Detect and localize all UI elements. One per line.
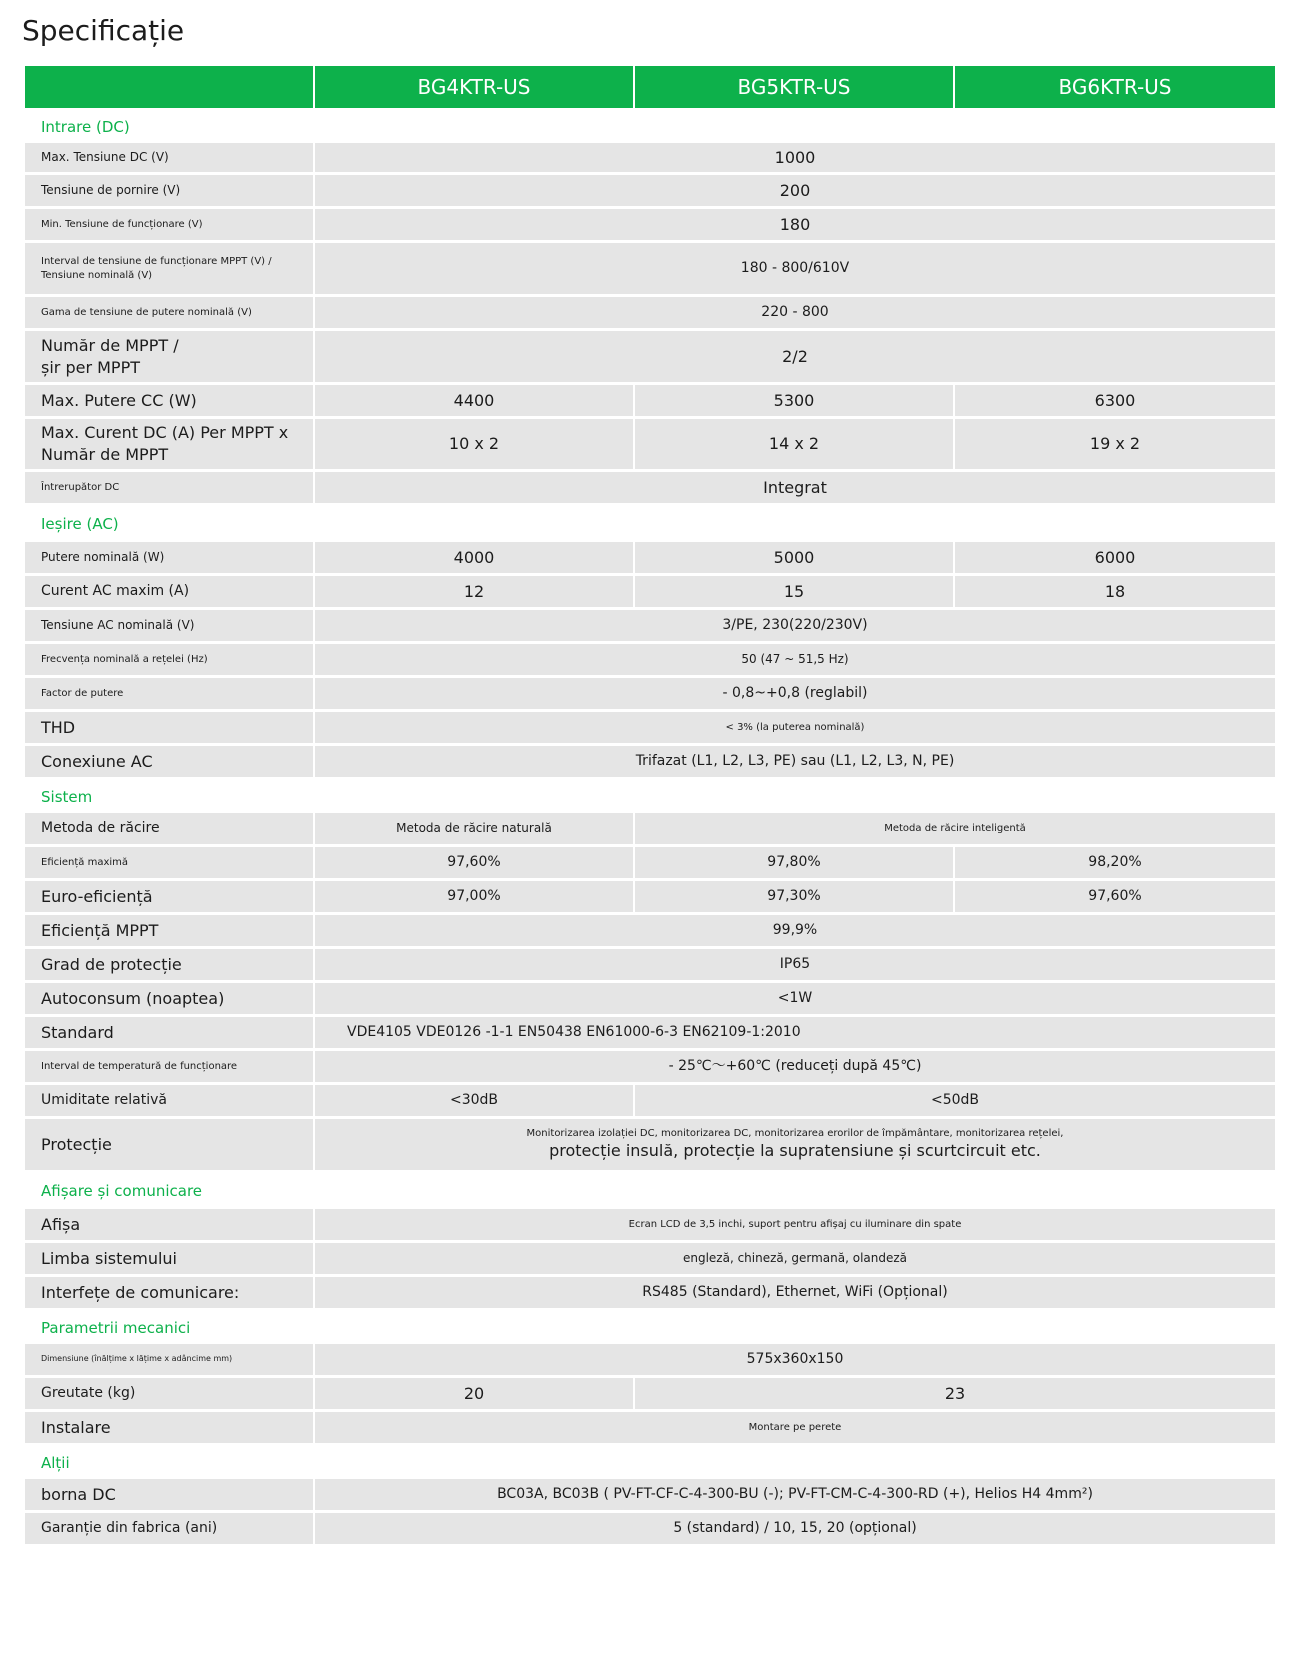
table-row bbox=[25, 1378, 1275, 1409]
row-label: Dimensiune (înălțime x lățime x adâncime mm) bbox=[25, 1344, 313, 1375]
header-model-bg4ktr: BG4KTR-US bbox=[315, 66, 633, 108]
row-value: Ecran LCD de 3,5 inchi, suport pentru afișaj cu iluminare din spate bbox=[315, 1209, 1275, 1240]
row-label-line: Max. Curent DC (A) Per MPPT x bbox=[41, 423, 289, 443]
row-label: Întrerupător DC bbox=[25, 472, 313, 503]
row-label-line: șir per MPPT bbox=[41, 357, 140, 377]
header-model-bg5ktr: BG5KTR-US bbox=[635, 66, 953, 108]
table-row bbox=[25, 1479, 1275, 1510]
table-row bbox=[25, 712, 1275, 743]
row-value-bg4ktr: <30dB bbox=[315, 1085, 633, 1116]
section-heading: Afișare și comunicare bbox=[41, 1182, 203, 1200]
row-value-bg6ktr: 6000 bbox=[955, 542, 1275, 573]
row-value: 575x360x150 bbox=[315, 1344, 1275, 1375]
header-corner bbox=[25, 66, 313, 108]
row-label: borna DC bbox=[25, 1479, 313, 1510]
row-label bbox=[25, 331, 313, 382]
row-value: engleză, chineză, germană, olandeză bbox=[315, 1243, 1275, 1274]
table-row bbox=[25, 542, 1275, 573]
table-row bbox=[25, 297, 1275, 328]
table-row bbox=[25, 1119, 1275, 1170]
row-value-bg5ktr: 97,80% bbox=[635, 847, 953, 878]
table-row bbox=[25, 419, 1275, 469]
table-row bbox=[25, 1209, 1275, 1240]
row-label: Metoda de răcire bbox=[25, 813, 313, 844]
row-value-bg6ktr: 18 bbox=[955, 576, 1275, 607]
table-row bbox=[25, 331, 1275, 382]
row-label: Max. Tensiune DC (V) bbox=[25, 143, 313, 172]
table-row bbox=[25, 915, 1275, 946]
row-label: Eficiență maximă bbox=[25, 847, 313, 878]
table-row bbox=[25, 1085, 1275, 1116]
row-value-bg4ktr: 4000 bbox=[315, 542, 633, 573]
spec-table bbox=[25, 66, 1275, 1547]
row-value-line: Monitorizarea izolației DC, monitorizarea DC, monitorizarea erorilor de împământare, monitorizarea rețelei, bbox=[526, 1127, 1064, 1139]
row-value-bg5ktr: 14 x 2 bbox=[635, 419, 953, 469]
table-row bbox=[25, 1243, 1275, 1274]
row-value-bg4ktr: 97,60% bbox=[315, 847, 633, 878]
table-row bbox=[25, 610, 1275, 641]
row-value-bg5ktr: 97,30% bbox=[635, 881, 953, 912]
row-label: Garanție din fabrica (ani) bbox=[25, 1513, 313, 1544]
row-value: Integrat bbox=[315, 472, 1275, 503]
row-value: - 0,8~+0,8 (reglabil) bbox=[315, 678, 1275, 709]
row-value-line: protecție insulă, protecție la supratensiune și scurtcircuit etc. bbox=[549, 1141, 1041, 1161]
row-value-bg4ktr: Metoda de răcire naturală bbox=[315, 813, 633, 844]
row-value-bg6ktr: 19 x 2 bbox=[955, 419, 1275, 469]
row-label-line: Tensiune nominală (V) bbox=[41, 269, 153, 281]
row-value: - 25℃～+60℃ (reduceți după 45℃) bbox=[315, 1051, 1275, 1082]
row-label-line: Număr de MPPT / bbox=[41, 335, 179, 355]
row-value-bg6ktr: 97,60% bbox=[955, 881, 1275, 912]
row-label: Instalare bbox=[25, 1412, 313, 1443]
table-row bbox=[25, 678, 1275, 709]
row-value-bg6ktr: 6300 bbox=[955, 385, 1275, 416]
table-row bbox=[25, 209, 1275, 240]
row-label: Conexiune AC bbox=[25, 746, 313, 777]
row-value: 220 - 800 bbox=[315, 297, 1275, 328]
row-value-bg5ktr-bg6ktr: 23 bbox=[635, 1378, 1275, 1409]
row-value-bg4ktr: 97,00% bbox=[315, 881, 633, 912]
row-value: 180 - 800/610V bbox=[315, 243, 1275, 294]
section-heading: Parametrii mecanici bbox=[41, 1318, 191, 1337]
row-label bbox=[25, 419, 313, 469]
row-value-bg5ktr-bg6ktr: Metoda de răcire inteligentă bbox=[635, 813, 1275, 844]
row-value: 50 (47 ~ 51,5 Hz) bbox=[315, 644, 1275, 675]
row-value: VDE4105 VDE0126 -1-1 EN50438 EN61000-6-3 EN62109-1:2010 bbox=[315, 1017, 1275, 1048]
row-label: THD bbox=[25, 712, 313, 743]
row-value: 2/2 bbox=[315, 331, 1275, 382]
row-value: 180 bbox=[315, 209, 1275, 240]
row-label: Autoconsum (noaptea) bbox=[25, 983, 313, 1014]
table-row bbox=[25, 1017, 1275, 1048]
table-row bbox=[25, 175, 1275, 206]
row-label-line: Interval de tensiune de funcționare MPPT (V) / bbox=[41, 256, 272, 267]
row-label: Eficiență MPPT bbox=[25, 915, 313, 946]
table-row bbox=[25, 1344, 1275, 1375]
row-value bbox=[315, 1119, 1275, 1170]
row-label: Max. Putere CC (W) bbox=[25, 385, 313, 416]
row-label: Tensiune AC nominală (V) bbox=[25, 610, 313, 641]
table-row bbox=[25, 1051, 1275, 1082]
row-value: Trifazat (L1, L2, L3, PE) sau (L1, L2, L3, N, PE) bbox=[315, 746, 1275, 777]
row-value: <1W bbox=[315, 983, 1275, 1014]
table-row bbox=[25, 746, 1275, 777]
row-label: Putere nominală (W) bbox=[25, 542, 313, 573]
row-value: Montare pe perete bbox=[315, 1412, 1275, 1443]
row-label: Interval de temperatură de funcționare bbox=[25, 1051, 313, 1082]
row-value-bg5ktr: 5000 bbox=[635, 542, 953, 573]
table-header bbox=[25, 66, 1275, 108]
row-value: RS485 (Standard), Ethernet, WiFi (Opțional) bbox=[315, 1277, 1275, 1308]
row-value-bg4ktr: 10 x 2 bbox=[315, 419, 633, 469]
row-label: Grad de protecție bbox=[25, 949, 313, 980]
row-label: Standard bbox=[25, 1017, 313, 1048]
row-value-bg5ktr: 15 bbox=[635, 576, 953, 607]
row-label: Tensiune de pornire (V) bbox=[25, 175, 313, 206]
row-label: Umiditate relativă bbox=[25, 1085, 313, 1116]
table-row bbox=[25, 949, 1275, 980]
table-row bbox=[25, 1513, 1275, 1544]
table-row bbox=[25, 644, 1275, 675]
row-label: Euro-eficiență bbox=[25, 881, 313, 912]
table-row bbox=[25, 385, 1275, 416]
row-value: 99,9% bbox=[315, 915, 1275, 946]
row-label: Protecție bbox=[25, 1119, 313, 1170]
row-value: 5 (standard) / 10, 15, 20 (opțional) bbox=[315, 1513, 1275, 1544]
row-label bbox=[25, 243, 313, 294]
table-row bbox=[25, 143, 1275, 172]
section-heading: Ieșire (AC) bbox=[41, 515, 119, 533]
section-heading: Intrare (DC) bbox=[41, 117, 130, 136]
table-row bbox=[25, 243, 1275, 294]
table-row bbox=[25, 881, 1275, 912]
page-title: Specificație bbox=[22, 14, 185, 47]
row-label: Greutate (kg) bbox=[25, 1378, 313, 1409]
row-value: 200 bbox=[315, 175, 1275, 206]
table-row bbox=[25, 576, 1275, 607]
row-value-bg4ktr: 12 bbox=[315, 576, 633, 607]
table-row bbox=[25, 1412, 1275, 1443]
row-label: Afișa bbox=[25, 1209, 313, 1240]
table-row bbox=[25, 983, 1275, 1014]
row-value: BC03A, BC03B ( PV-FT-CF-C-4-300-BU (-); PV-FT-CM-C-4-300-RD (+), Helios H4 4mm²) bbox=[315, 1479, 1275, 1510]
row-label: Gama de tensiune de putere nominală (V) bbox=[25, 297, 313, 328]
row-label: Curent AC maxim (A) bbox=[25, 576, 313, 607]
row-label: Limba sistemului bbox=[25, 1243, 313, 1274]
row-value: IP65 bbox=[315, 949, 1275, 980]
row-label: Factor de putere bbox=[25, 678, 313, 709]
row-value-bg5ktr-bg6ktr: <50dB bbox=[635, 1085, 1275, 1116]
row-label: Frecvența nominală a rețelei (Hz) bbox=[25, 644, 313, 675]
row-value-bg4ktr: 4400 bbox=[315, 385, 633, 416]
row-value: 1000 bbox=[315, 143, 1275, 172]
row-value: < 3% (la puterea nominală) bbox=[315, 712, 1275, 743]
section-heading: Sistem bbox=[41, 787, 93, 806]
table-row bbox=[25, 813, 1275, 844]
section-heading: Alții bbox=[41, 1453, 70, 1472]
row-value-bg5ktr: 5300 bbox=[635, 385, 953, 416]
row-value: 3/PE, 230(220/230V) bbox=[315, 610, 1275, 641]
row-label: Interfețe de comunicare: bbox=[25, 1277, 313, 1308]
table-row bbox=[25, 1277, 1275, 1308]
row-label-line: Număr de MPPT bbox=[41, 445, 169, 464]
table-row bbox=[25, 847, 1275, 878]
row-value-bg4ktr: 20 bbox=[315, 1378, 633, 1409]
row-value-bg6ktr: 98,20% bbox=[955, 847, 1275, 878]
row-label: Min. Tensiune de funcționare (V) bbox=[25, 209, 313, 240]
table-row bbox=[25, 472, 1275, 503]
header-model-bg6ktr: BG6KTR-US bbox=[955, 66, 1275, 108]
